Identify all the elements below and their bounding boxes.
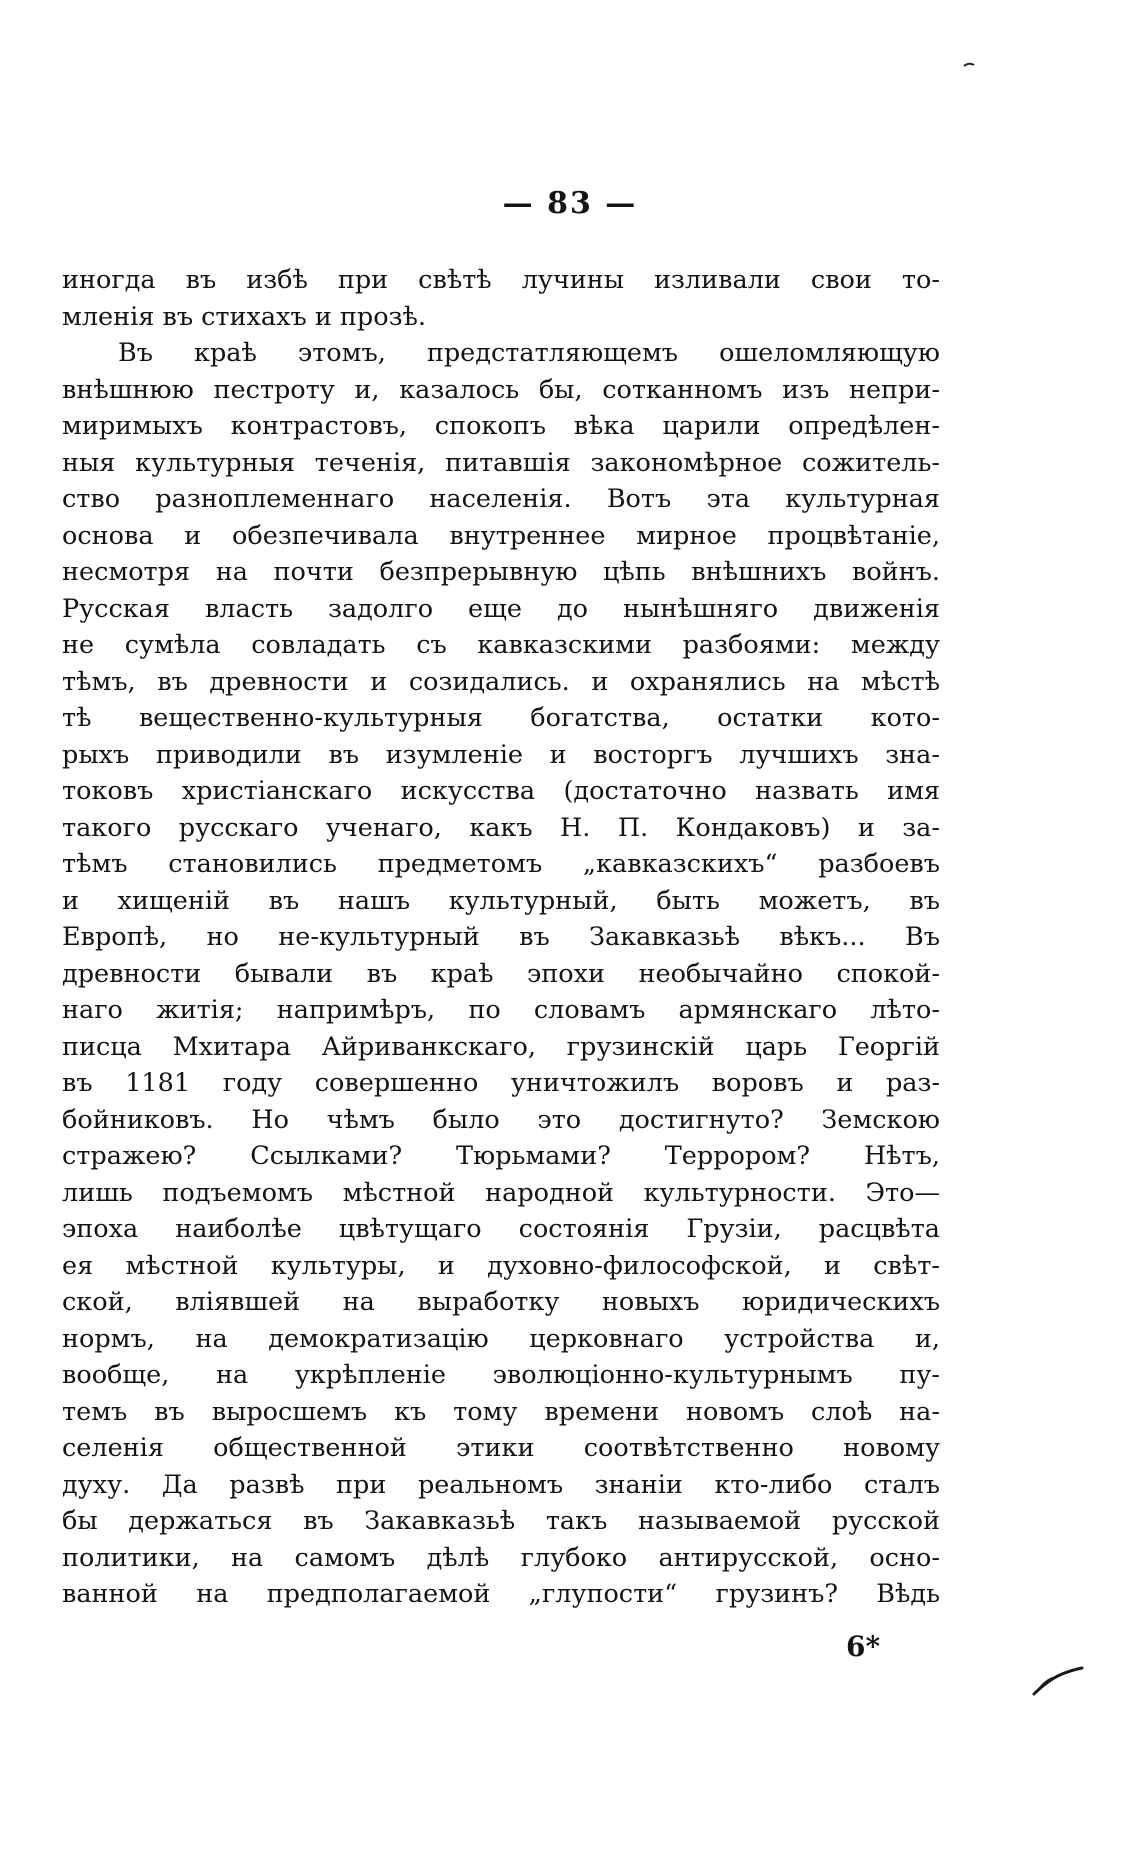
text-line: рыхъ приводили въ изумленіе и восторгъ лучшихъ зна- [62, 739, 940, 770]
ink-speck-mark [962, 60, 976, 72]
text-line: ея мѣстной культуры, и духовно-философской, и свѣт- [62, 1250, 940, 1281]
text-line: токовъ христіанскаго искусства (достаточно назвать имя [62, 776, 940, 806]
text-line: нормъ, на демократизацію церковнаго устройства и, [62, 1323, 940, 1354]
text-line: тѣ вещественно-культурныя богатства, остатки кото- [62, 703, 940, 733]
text-line: бойниковъ. Но чѣмъ было это достигнуто? Земскою [62, 1104, 940, 1135]
text-line: несмотря на почти безпрерывную цѣпь внѣшнихъ войнъ. [62, 557, 940, 587]
text-line: бы держаться въ Закавказьѣ такъ называемой русской [62, 1506, 940, 1536]
text-line: ванной на предполагаемой „глупости“ грузинъ? Вѣдь [62, 1579, 940, 1609]
text-line: иногда въ избѣ при свѣтѣ лучины изливали свои то- [62, 265, 940, 295]
text-line: ныя культурныя теченія, питавшія закономѣрное сожитель- [62, 447, 940, 478]
text-line: не сумѣла совладать съ кавказскими разбоями: между [62, 630, 940, 660]
text-line: стражею? Ссылками? Тюрьмами? Террором? Нѣтъ, [62, 1141, 940, 1171]
text-line: въ 1181 году совершенно уничтожилъ воровъ и раз- [62, 1068, 940, 1098]
text-line: лишь подъемомъ мѣстной народной культурности. Это— [62, 1177, 940, 1208]
text-line: эпоха наиболѣе цвѣтущаго состоянія Грузіи, расцвѣта [62, 1214, 940, 1244]
text-line: темъ въ выросшемъ къ тому времени новомъ слоѣ на- [62, 1396, 940, 1427]
text-line: наго житія; напримѣръ, по словамъ армянскаго лѣто- [62, 995, 940, 1025]
text-line: политики, на самомъ дѣлѣ глубоко антирусской, осно- [62, 1542, 940, 1573]
text-line: ство разноплеменнаго населенія. Вотъ эта культурная [62, 484, 940, 514]
text-line: миримыхъ контрастовъ, спокопъ вѣка царили опредѣлен- [62, 411, 940, 441]
text-line: писца Мхитара Айриванкскаго, грузинскій царь Георгій [62, 1031, 940, 1062]
body-text [62, 262, 940, 1613]
text-line: селенія общественной этики соотвѣтственно новому [62, 1433, 940, 1463]
text-line: тѣмъ становились предметомъ „кавказскихъ“ разбоевъ [62, 849, 940, 879]
text-line: Русская власть задолго еще до нынѣшняго движенія [62, 593, 940, 624]
text-line: внѣшнюю пестроту и, казалось бы, сотканномъ изъ непри- [62, 374, 940, 405]
text-line: духу. Да развѣ при реальномъ знаніи кто-либо сталъ [62, 1469, 940, 1500]
text-line: такого русскаго ученаго, какъ Н. П. Кондаковъ) и за- [62, 812, 940, 843]
text-line: тѣмъ, въ древности и созидались. и охранялись на мѣстѣ [62, 666, 940, 697]
text-line: основа и обезпечивала внутреннее мирное процвѣтаніе, [62, 520, 940, 551]
page-number: — 83 — [502, 186, 638, 221]
pencil-stroke-mark [1030, 1660, 1086, 1700]
text-line: древности бывали въ краѣ эпохи необычайно спокой- [62, 958, 940, 989]
text-line: Въ краѣ этомъ, предстатляющемъ ошеломляющую [118, 338, 940, 368]
text-line: вообще, на укрѣпленіе эволюціонно-культурнымъ пу- [62, 1360, 940, 1390]
text-line: Европѣ, но не-культурный въ Закавказьѣ вѣкъ... Въ [62, 922, 940, 952]
text-line: и хищеній въ нашъ культурный, быть можетъ, въ [62, 885, 940, 916]
printer-signature-mark: 6* [846, 1630, 881, 1663]
text-line: мленія въ стихахъ и прозѣ. [62, 301, 426, 332]
text-line: ской, вліявшей на выработку новыхъ юридическихъ [62, 1287, 940, 1317]
